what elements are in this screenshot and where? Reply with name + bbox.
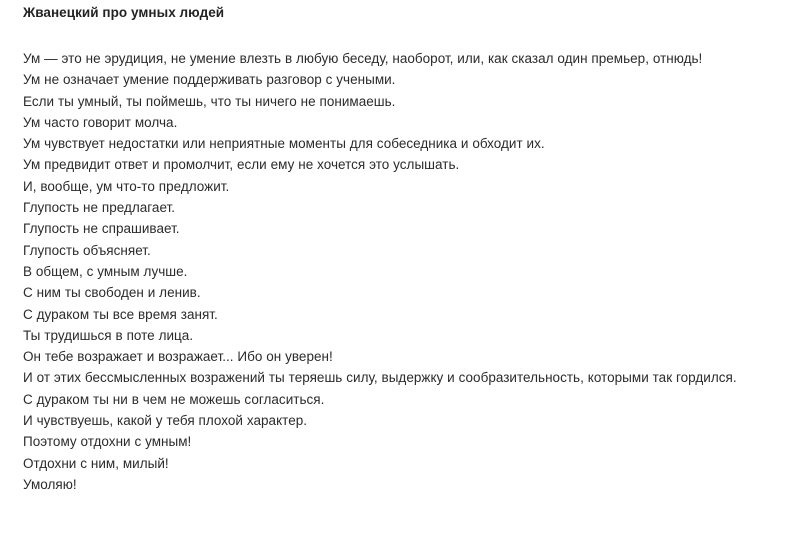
text-line: С ним ты свободен и ленив. (23, 285, 201, 301)
text-line: Ты трудишься в поте лица. (23, 327, 194, 343)
text-line: С дураком ты все время занят. (23, 306, 218, 322)
document-body (23, 48, 781, 495)
text-line: Поэтому отдохни с умным! (23, 434, 192, 450)
text-line: Отдохни с ним, милый! (23, 455, 169, 471)
text-line: Глупость не предлагает. (23, 200, 176, 216)
text-line: И от этих бессмысленных возражений ты теряешь силу, выдержку и сообразительность, которыми так гордился. (23, 370, 737, 386)
text-line: Если ты умный, ты поймешь, что ты ничего не понимаешь. (23, 93, 396, 109)
page-title: Жванецкий про умных людей (23, 5, 225, 20)
text-line: Ум — это не эрудиция, не умение влезть в любую беседу, наоборот, или, как сказал один премьер, отнюдь! (23, 51, 703, 66)
text-line: И, вообще, ум что-то предложит. (23, 178, 230, 194)
title-body-spacer (23, 22, 781, 48)
text-line: Умоляю! (23, 476, 77, 492)
text-line: И чувствуешь, какой у тебя плохой характер. (23, 413, 308, 429)
text-line: Он тебе возражает и возражает... Ибо он уверен! (23, 349, 333, 365)
text-line: В общем, с умным лучше. (23, 263, 188, 279)
text-line: Ум чувствует недостатки или неприятные моменты для собеседника и обходит их. (23, 136, 545, 152)
text-line: Ум часто говорит молча. (23, 114, 178, 130)
text-line: Глупость объясняет. (23, 242, 151, 258)
text-line: Глупость не спрашивает. (23, 221, 180, 237)
text-line: С дураком ты ни в чем не можешь согласиться. (23, 391, 325, 407)
text-line: Ум не означает умение поддерживать разговор с учеными. (23, 72, 396, 88)
text-line: Ум предвидит ответ и промолчит, если ему не хочется это услышать. (23, 157, 460, 173)
